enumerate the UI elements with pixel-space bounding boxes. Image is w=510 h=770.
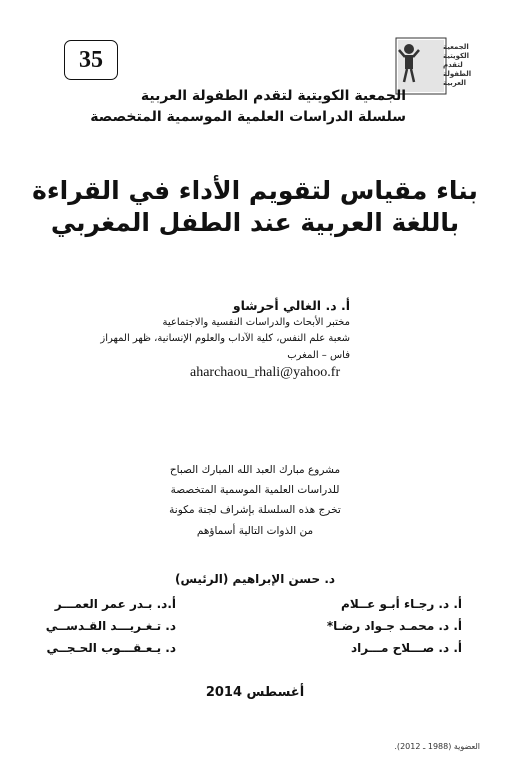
membership-footnote: العضوية (1988 ـ 2012).: [394, 742, 480, 751]
committee-member: د. تـغـريـــد القـدســي: [45, 619, 176, 633]
author-affiliation-city: فاس – المغرب: [287, 350, 350, 361]
issue-number: 35: [79, 46, 103, 73]
logo-text-4: الطفولة: [443, 70, 472, 78]
logo-graphic: [396, 38, 472, 94]
society-logo: [396, 38, 472, 94]
committee-member: أ.د. بـدر عمر العمـــر: [54, 597, 176, 611]
logo-text-1: الجمعية: [443, 43, 469, 51]
organization-name: الجمعية الكويتية لتقدم الطفولة العربية: [140, 88, 406, 104]
author-name: أ. د. الغالي أحرشاو: [232, 298, 350, 313]
book-title-line-1: بناء مقياس لتقويم الأداء في القراءة: [32, 176, 478, 205]
series-name: سلسلة الدراسات العلمية الموسمية المتخصصة: [90, 109, 406, 125]
project-line-4: من الذوات التالية أسماؤهم: [196, 525, 314, 537]
committee-member: د. يـعـقـــوب الحـجــي: [46, 641, 176, 655]
logo-text-5: العربية: [443, 79, 467, 87]
project-line-1: مشروع مبارك العبد الله المبارك الصباح: [169, 464, 341, 476]
author-email: aharchaou_rhali@yahoo.fr: [190, 365, 341, 380]
author-affiliation-lab: مختبر الأبحاث والدراسات النفسية والاجتماعية: [162, 317, 350, 328]
project-line-2: للدراسات العلمية الموسمية المتخصصة: [170, 484, 340, 496]
logo-text-2: الكويتية: [443, 52, 470, 60]
author-affiliation-department: شعبة علم النفس، كلية الآداب والعلوم الإنسانية، ظهر المهراز: [100, 333, 350, 344]
project-line-3: تخرج هذه السلسلة بإشراف لجنة مكونة: [169, 504, 341, 516]
committee-member: أ. د. رجـاء أبـو عــلام: [341, 597, 462, 611]
logo-text-3: لتقدم: [443, 61, 463, 69]
book-title-line-2: باللغة العربية عند الطفل المغربي: [50, 208, 460, 237]
issue-number-box: [64, 40, 118, 80]
committee-member: أ. د. صـــلاح مـــراد: [350, 641, 462, 655]
committee-member: أ. د. محمـد جـواد رضـا*: [326, 619, 462, 633]
committee-chair: د. حسن الإبراهيم (الرئيس): [174, 572, 336, 586]
publication-date: أغسطس 2014: [205, 685, 305, 700]
